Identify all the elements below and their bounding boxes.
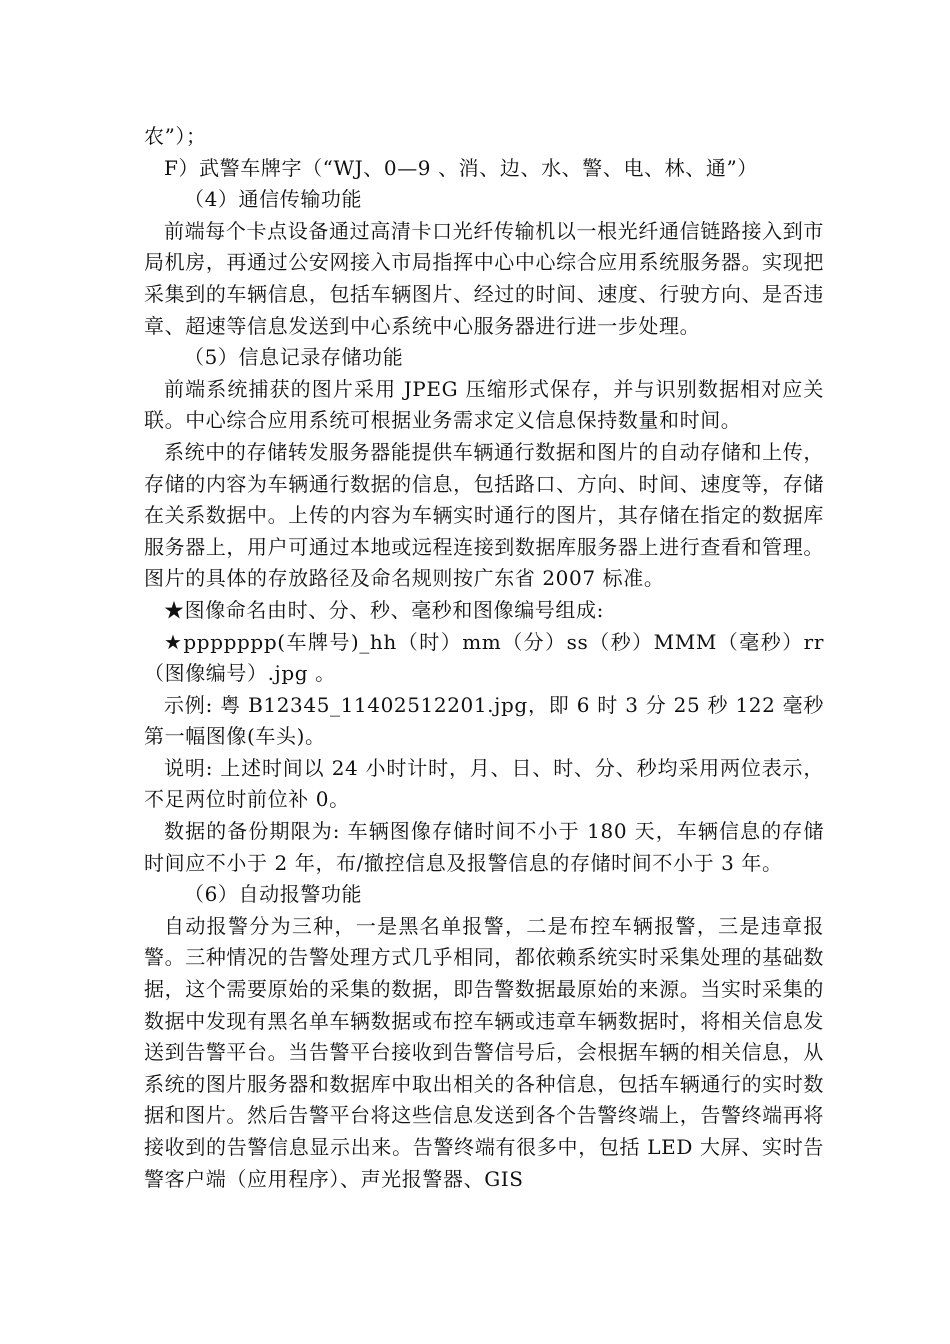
section-heading-5: （5）信息记录存储功能 <box>184 345 404 370</box>
section-heading-6: （6）自动报警功能 <box>184 882 363 907</box>
paragraph-note: 说明: 上述时间以 24 小时计时，月、日、时、分、秒均采用两位表示，不足两位时前位补 0。 <box>144 755 824 812</box>
paragraph-auto-alarm: 自动报警分为三种，一是黑名单报警，二是布控车辆报警，三是违章报警。三种情况的告警处理方式几乎相同，都依赖系统实时采集处理的基础数据，这个需要原始的采集的数据，即告警数据最原始的来源。当实时采集的数据中发现有黑名单车辆数据或布控车辆或违章车辆数据时，将相关信息发送到告警平台。当告警平台接收到告警信号后，会根据车辆的相关信息，从系统的图片服务器和数据库中取出相关的各种信息，包括车辆通行的实时数据和图片。然后告警平台将这些信息发送到各个告警终端上，告警终端再将接收到的告警信息显示出来。告警终端有很多中，包括 LED 大屏、实时告警客户端（应用程序）、声光报警器、GIS <box>144 913 824 1191</box>
paragraph-continuation: 农”）； <box>144 124 207 148</box>
paragraph-naming-format: ★ppppppp(车牌号)_hh（时）mm（分）ss（秒）MMM（毫秒）rr（图像编号）.jpg 。 <box>144 629 824 686</box>
document-body <box>144 121 824 1195</box>
paragraph-storage-server: 系统中的存储转发服务器能提供车辆通行数据和图片的自动存储和上传，存储的内容为车辆通行数据的信息，包括路口、方向、时间、速度等，存储在关系数据中。上传的内容为车辆实时通行的图片，其存储在指定的数据库服务器上，用户可通过本地或远程连接到数据库服务器上进行查看和管理。图片的具体的存放路径及命名规则按广东省 2007 标准。 <box>144 439 824 591</box>
paragraph-jpeg-storage: 前端系统捕获的图片采用 JPEG 压缩形式保存，并与识别数据相对应关联。中心综合应用系统可根据业务需求定义信息保持数量和时间。 <box>144 376 824 433</box>
paragraph-naming-rule: ★图像命名由时、分、秒、毫秒和图像编号组成: <box>164 597 604 622</box>
section-heading-4: （4）通信传输功能 <box>184 187 363 212</box>
paragraph-plate-f: F）武警车牌字（“WJ、0—9 、消、边、水、警、电、林、通”） <box>164 155 758 180</box>
paragraph-backup-period: 数据的备份期限为: 车辆图像存储时间不小于 180 天，车辆信息的存储时间应不小于 2 年，布/撤控信息及报警信息的存储时间不小于 3 年。 <box>144 819 824 875</box>
paragraph-example: 示例: 粤 B12345_11402512201.jpg，即 6 时 3 分 25 秒 122 毫秒第一幅图像(车头)。 <box>144 692 824 749</box>
paragraph-communication: 前端每个卡点设备通过高清卡口光纤传输机以一根光纤通信链路接入到市局机房，再通过公安网接入市局指挥中心中心综合应用系统服务器。实现把采集到的车辆信息，包括车辆图片、经过的时间、速度、行驶方向、是否违章、超速等信息发送到中心系统中心服务器进行进一步处理。 <box>144 218 824 338</box>
